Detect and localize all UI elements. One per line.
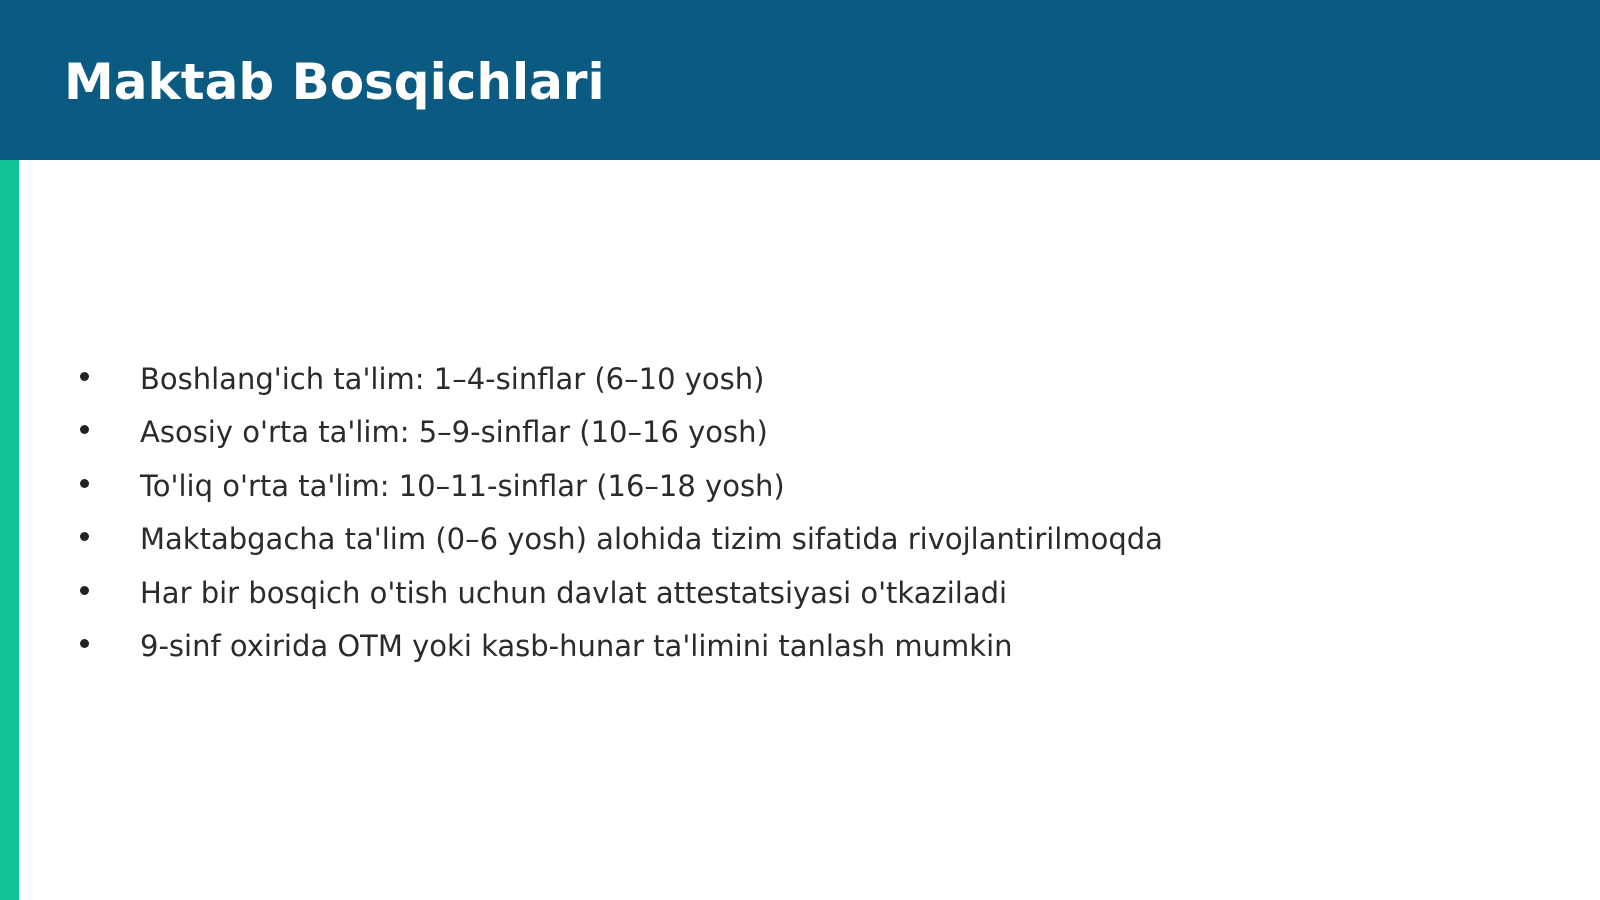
bullet-text: Har bir bosqich o'tish uchun davlat attestatsiyasi o'tkaziladi (140, 575, 1008, 610)
bullet-dot-icon (80, 425, 89, 434)
bullet-list (0, 353, 1400, 673)
bullet-text: Asosiy o'rta ta'lim: 5–9-sinflar (10–16 yosh) (140, 415, 768, 450)
bullet-item (0, 353, 1400, 406)
bullet-item (0, 406, 1400, 459)
bullet-dot-icon (80, 586, 89, 595)
bullet-text: To'liq o'rta ta'lim: 10–11-sinflar (16–18 yosh) (140, 468, 785, 503)
bullet-dot-icon (80, 479, 89, 488)
bullet-item (0, 460, 1400, 513)
bullet-dot-icon (80, 532, 89, 541)
slide-title: Maktab Bosqichlari (64, 53, 605, 111)
bullet-dot-icon (80, 372, 89, 381)
bullet-text: 9-sinf oxirida OTM yoki kasb-hunar ta'limini tanlash mumkin (140, 628, 1013, 663)
bullet-text: Maktabgacha ta'lim (0–6 yosh) alohida tizim sifatida rivojlantirilmoqda (140, 522, 1163, 557)
bullet-item (0, 620, 1400, 673)
bullet-item (0, 513, 1400, 566)
bullet-dot-icon (80, 639, 89, 648)
title-banner (0, 0, 1600, 160)
bullet-item (0, 567, 1400, 620)
bullet-text: Boshlang'ich ta'lim: 1–4-sinflar (6–10 yosh) (140, 362, 765, 396)
